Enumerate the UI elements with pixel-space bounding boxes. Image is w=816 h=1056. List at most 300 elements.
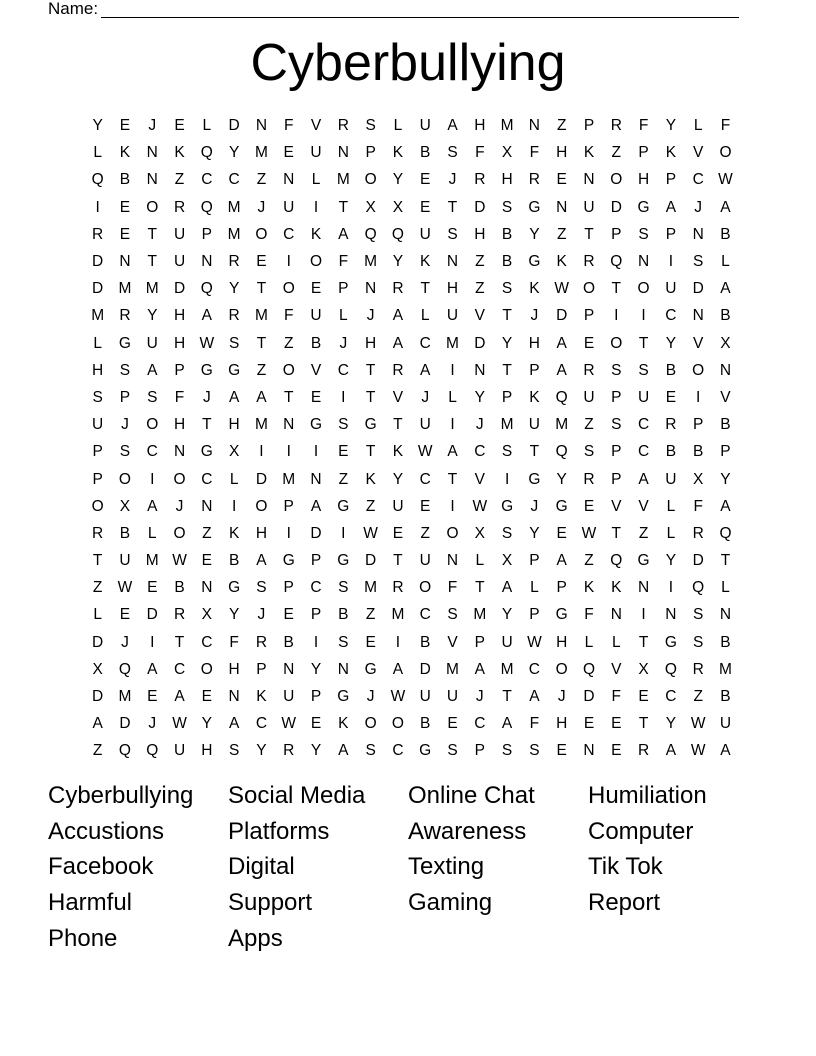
grid-letter: Z: [338, 470, 349, 488]
grid-letter: C: [692, 171, 704, 189]
grid-letter: O: [118, 470, 131, 488]
grid-letter: N: [692, 225, 704, 243]
grid-letter: T: [92, 552, 103, 570]
grid-letter: R: [583, 470, 595, 488]
grid-letter: Q: [610, 552, 623, 570]
grid-letter: O: [255, 497, 268, 515]
grid-row: [84, 574, 740, 601]
grid-letter: L: [475, 552, 485, 570]
grid-letter: Y: [720, 470, 731, 488]
grid-letter: I: [504, 470, 510, 488]
grid-letter: R: [692, 660, 704, 678]
grid-letter: C: [392, 742, 404, 760]
grid-letter: J: [530, 497, 539, 515]
page-title: Cyberbullying: [250, 34, 566, 92]
grid-letter: V: [310, 361, 322, 379]
grid-letter: N: [637, 253, 650, 271]
grid-letter: Y: [665, 552, 677, 570]
grid-letter: L: [393, 117, 403, 135]
grid-letter: B: [119, 524, 131, 542]
grid-letter: T: [584, 225, 594, 243]
word-list-item: Phone: [48, 924, 118, 952]
grid-letter: U: [173, 742, 186, 760]
grid-letter: M: [446, 334, 459, 352]
grid-letter: O: [282, 361, 295, 379]
grid-letter: K: [310, 225, 322, 243]
grid-letter: C: [201, 171, 213, 189]
grid-letter: Q: [555, 388, 568, 406]
grid-letter: S: [228, 334, 240, 352]
grid-letter: D: [228, 117, 240, 135]
grid-letter: Z: [475, 280, 485, 298]
grid-letter: W: [554, 280, 570, 298]
grid-letter: B: [720, 225, 731, 243]
grid-letter: I: [150, 633, 155, 651]
grid-letter: O: [364, 171, 377, 189]
grid-letter: L: [93, 606, 102, 624]
grid-letter: O: [364, 715, 377, 733]
grid-letter: H: [255, 524, 268, 542]
grid-letter: S: [638, 225, 649, 243]
grid-letter: S: [338, 579, 349, 597]
grid-letter: S: [693, 253, 704, 271]
grid-letter: K: [583, 579, 595, 597]
grid-letter: Z: [420, 524, 430, 542]
grid-letter: B: [420, 715, 431, 733]
word-list-item: Awareness: [408, 817, 527, 845]
grid-letter: O: [146, 198, 159, 216]
grid-letter: U: [501, 633, 513, 651]
grid-letter: P: [501, 388, 513, 406]
grid-letter: G: [228, 579, 241, 597]
grid-letter: T: [611, 280, 622, 298]
grid-letter: P: [283, 579, 294, 597]
grid-letter: Y: [392, 253, 404, 271]
grid-letter: K: [228, 524, 240, 542]
grid-letter: D: [173, 280, 186, 298]
grid-letter: M: [145, 552, 159, 570]
grid-letter: T: [611, 524, 622, 542]
grid-letter: Z: [638, 524, 649, 542]
grid-letter: T: [202, 416, 212, 434]
grid-letter: U: [583, 388, 595, 406]
grid-letter: O: [200, 660, 213, 678]
grid-letter: P: [611, 443, 622, 461]
grid-letter: G: [501, 497, 514, 515]
grid-letter: U: [419, 688, 431, 706]
grid-letter: A: [338, 742, 349, 760]
grid-letter: M: [500, 660, 514, 678]
grid-letter: U: [446, 688, 459, 706]
grid-letter: U: [528, 416, 540, 434]
grid-letter: I: [313, 633, 319, 651]
grid-letter: G: [637, 198, 650, 216]
grid-letter: Q: [200, 144, 213, 162]
grid-letter: R: [392, 361, 404, 379]
grid-letter: N: [310, 470, 322, 488]
grid-letter: B: [119, 171, 131, 189]
grid-letter: Q: [118, 742, 131, 760]
grid-letter: A: [556, 361, 567, 379]
grid-letter: C: [419, 334, 431, 352]
grid-letter: C: [474, 715, 486, 733]
grid-letter: Z: [556, 117, 567, 135]
grid-letter: X: [201, 606, 212, 624]
grid-letter: H: [556, 715, 568, 733]
grid-letter: Q: [91, 171, 104, 189]
grid-letter: T: [393, 416, 403, 434]
word-list-item: Apps: [228, 924, 283, 952]
grid-letter: N: [692, 307, 704, 325]
grid-letter: M: [500, 416, 514, 434]
grid-row: [84, 302, 740, 329]
grid-letter: Q: [555, 443, 568, 461]
grid-letter: E: [583, 497, 595, 515]
grid-letter: M: [364, 579, 378, 597]
grid-letter: C: [283, 225, 295, 243]
grid-letter: A: [474, 660, 485, 678]
grid-letter: O: [173, 524, 186, 542]
grid-letter: G: [555, 606, 568, 624]
grid-letter: M: [336, 171, 350, 189]
grid-letter: W: [199, 334, 215, 352]
grid-letter: R: [583, 361, 595, 379]
grid-letter: U: [310, 144, 322, 162]
grid-letter: J: [339, 334, 348, 352]
grid-letter: R: [583, 253, 595, 271]
grid-letter: S: [693, 606, 704, 624]
grid-letter: R: [119, 307, 131, 325]
grid-letter: F: [529, 715, 540, 733]
grid-letter: P: [529, 361, 540, 379]
grid-letter: I: [231, 497, 237, 515]
grid-letter: S: [501, 742, 513, 760]
grid-letter: F: [611, 688, 622, 706]
grid-letter: E: [611, 742, 622, 760]
grid-letter: A: [665, 742, 677, 760]
grid-letter: L: [666, 497, 676, 515]
grid-letter: D: [419, 660, 431, 678]
grid-letter: J: [448, 171, 457, 189]
grid-letter: B: [283, 633, 294, 651]
grid-row: [84, 139, 740, 166]
grid-letter: T: [283, 388, 294, 406]
grid-letter: I: [150, 470, 155, 488]
grid-row: [84, 601, 740, 628]
grid-letter: H: [556, 633, 568, 651]
grid-letter: R: [92, 225, 104, 243]
grid-letter: J: [202, 388, 211, 406]
grid-letter: I: [313, 198, 319, 216]
grid-letter: V: [310, 117, 322, 135]
grid-letter: E: [556, 524, 567, 542]
grid-letter: G: [228, 361, 241, 379]
grid-letter: K: [529, 388, 540, 406]
grid-letter: Q: [118, 660, 131, 678]
grid-letter: M: [227, 225, 241, 243]
grid-letter: H: [201, 742, 213, 760]
grid-letter: G: [200, 443, 213, 461]
grid-letter: M: [145, 280, 159, 298]
grid-letter: P: [638, 144, 649, 162]
grid-letter: P: [338, 280, 349, 298]
grid-letter: O: [419, 579, 432, 597]
grid-letter: A: [556, 552, 567, 570]
grid-letter: R: [173, 606, 186, 624]
grid-letter: A: [720, 280, 731, 298]
grid-letter: N: [201, 579, 213, 597]
grid-letter: E: [310, 280, 322, 298]
grid-letter: U: [146, 334, 158, 352]
grid-letter: M: [254, 144, 268, 162]
grid-letter: C: [665, 307, 677, 325]
word-list-item: Platforms: [228, 817, 330, 845]
word-list-item: Gaming: [408, 889, 493, 917]
grid-letter: F: [693, 497, 703, 515]
grid-letter: E: [147, 688, 158, 706]
grid-letter: S: [529, 742, 540, 760]
grid-letter: R: [228, 253, 240, 271]
grid-letter: P: [174, 361, 185, 379]
grid-row: [84, 384, 740, 411]
grid-letter: E: [447, 715, 458, 733]
grid-letter: I: [259, 443, 264, 461]
grid-letter: C: [201, 470, 213, 488]
grid-letter: S: [256, 579, 267, 597]
grid-letter: Z: [556, 225, 567, 243]
grid-letter: N: [146, 171, 158, 189]
grid-letter: E: [119, 198, 131, 216]
grid-letter: I: [614, 307, 619, 325]
grid-letter: X: [501, 552, 513, 570]
grid-letter: Q: [692, 579, 705, 597]
grid-letter: M: [446, 660, 459, 678]
grid-letter: X: [638, 660, 649, 678]
grid-letter: V: [392, 388, 404, 406]
grid-letter: K: [392, 443, 404, 461]
grid-letter: V: [474, 470, 485, 488]
grid-letter: F: [447, 579, 458, 597]
grid-letter: B: [501, 253, 513, 271]
grid-letter: A: [420, 361, 431, 379]
grid-letter: A: [147, 497, 158, 515]
grid-letter: C: [337, 361, 349, 379]
grid-letter: E: [147, 579, 158, 597]
grid-letter: S: [611, 361, 622, 379]
grid-letter: Y: [310, 742, 322, 760]
grid-letter: P: [310, 606, 322, 624]
grid-letter: D: [556, 307, 568, 325]
grid-letter: M: [254, 307, 268, 325]
grid-letter: T: [365, 443, 376, 461]
grid-letter: Y: [501, 606, 513, 624]
grid-letter: P: [611, 470, 622, 488]
grid-letter: Q: [364, 225, 377, 243]
grid-letter: B: [228, 552, 240, 570]
word-list-item: Support: [228, 889, 313, 917]
grid-letter: U: [173, 225, 186, 243]
grid-letter: A: [447, 443, 458, 461]
grid-letter: W: [172, 552, 187, 570]
grid-letter: Z: [584, 416, 594, 434]
grid-row: [84, 629, 740, 656]
grid-letter: S: [365, 117, 376, 135]
grid-letter: I: [341, 388, 346, 406]
grid-letter: R: [173, 198, 186, 216]
grid-letter: E: [556, 171, 567, 189]
grid-letter: O: [309, 253, 323, 271]
grid-letter: N: [119, 253, 131, 271]
grid-letter: L: [202, 117, 212, 135]
grid-letter: R: [337, 117, 349, 135]
grid-letter: T: [638, 334, 649, 352]
grid-letter: O: [610, 334, 623, 352]
grid-letter: T: [365, 361, 376, 379]
grid-letter: N: [228, 688, 240, 706]
grid-letter: U: [419, 117, 431, 135]
grid-letter: C: [474, 443, 486, 461]
grid-letter: V: [638, 497, 649, 515]
grid-letter: N: [337, 660, 349, 678]
grid-letter: A: [174, 688, 185, 706]
grid-letter: A: [92, 715, 103, 733]
grid-letter: U: [283, 688, 295, 706]
grid-letter: L: [721, 579, 730, 597]
grid-letter: V: [693, 144, 704, 162]
grid-letter: C: [173, 660, 186, 678]
grid-letter: U: [419, 552, 431, 570]
grid-letter: N: [528, 117, 540, 135]
grid-letter: M: [118, 688, 132, 706]
grid-letter: C: [419, 606, 431, 624]
grid-letter: Y: [228, 144, 240, 162]
grid-letter: D: [692, 552, 704, 570]
grid-letter: L: [311, 171, 321, 189]
grid-letter: G: [555, 497, 568, 515]
grid-letter: B: [310, 334, 322, 352]
grid-letter: T: [720, 552, 731, 570]
grid-letter: P: [256, 660, 267, 678]
grid-letter: S: [119, 361, 131, 379]
grid-letter: V: [474, 307, 485, 325]
grid-letter: U: [310, 307, 322, 325]
grid-letter: T: [147, 225, 157, 243]
grid-letter: V: [611, 660, 622, 678]
grid-letter: E: [201, 688, 212, 706]
grid-letter: T: [256, 280, 267, 298]
grid-letter: V: [693, 334, 704, 352]
grid-letter: P: [283, 497, 294, 515]
grid-letter: D: [474, 198, 486, 216]
grid-letter: Y: [501, 334, 513, 352]
grid-letter: F: [529, 144, 540, 162]
grid-row: [84, 411, 740, 438]
grid-letter: Z: [174, 171, 185, 189]
grid-letter: C: [228, 171, 240, 189]
grid-letter: U: [583, 198, 595, 216]
grid-letter: S: [447, 225, 458, 243]
grid-letter: B: [693, 443, 704, 461]
grid-letter: E: [583, 715, 595, 733]
grid-letter: F: [475, 144, 485, 162]
grid-letter: N: [255, 117, 268, 135]
grid-letter: Z: [693, 688, 703, 706]
grid-letter: H: [173, 307, 186, 325]
grid-letter: X: [365, 198, 376, 216]
grid-letter: V: [447, 633, 458, 651]
grid-letter: V: [611, 497, 622, 515]
grid-letter: F: [229, 633, 239, 651]
name-blank-line[interactable]: [101, 2, 739, 18]
grid-letter: K: [338, 715, 349, 733]
grid-letter: P: [92, 443, 103, 461]
grid-letter: N: [719, 606, 732, 624]
grid-letter: G: [637, 552, 650, 570]
grid-letter: J: [257, 606, 266, 624]
grid-letter: T: [147, 253, 157, 271]
grid-letter: A: [501, 579, 513, 597]
grid-letter: O: [173, 470, 186, 488]
grid-letter: K: [392, 144, 404, 162]
grid-letter: T: [638, 715, 649, 733]
grid-letter: R: [228, 307, 240, 325]
grid-letter: M: [364, 253, 378, 271]
grid-letter: J: [366, 307, 375, 325]
grid-letter: H: [474, 117, 486, 135]
grid-letter: Z: [256, 171, 267, 189]
grid-letter: Y: [256, 742, 267, 760]
grid-letter: J: [557, 688, 566, 706]
grid-letter: X: [119, 497, 131, 515]
grid-row: [84, 547, 740, 574]
grid-letter: Z: [92, 742, 103, 760]
grid-letter: I: [696, 388, 701, 406]
grid-letter: R: [392, 579, 404, 597]
grid-letter: B: [720, 688, 731, 706]
grid-letter: D: [255, 470, 268, 488]
grid-letter: G: [337, 688, 350, 706]
grid-letter: D: [474, 334, 486, 352]
grid-letter: M: [282, 470, 296, 488]
grid-letter: U: [419, 225, 431, 243]
grid-letter: A: [720, 497, 731, 515]
word-list-item: Online Chat: [408, 782, 535, 809]
grid-letter: S: [501, 443, 513, 461]
word-list-item: Accustions: [48, 817, 165, 845]
grid-letter: A: [201, 307, 212, 325]
word-list-item: Social Media: [228, 782, 366, 809]
grid-letter: Q: [200, 198, 213, 216]
grid-letter: J: [148, 117, 157, 135]
grid-letter: C: [419, 470, 431, 488]
grid-letter: E: [201, 552, 212, 570]
grid-letter: U: [446, 307, 459, 325]
grid-letter: A: [228, 388, 240, 406]
grid-letter: M: [91, 307, 105, 325]
grid-letter: F: [338, 253, 349, 271]
grid-letter: W: [581, 524, 597, 542]
grid-letter: N: [201, 253, 213, 271]
grid-letter: F: [584, 606, 594, 624]
grid-letter: E: [119, 117, 131, 135]
grid-letter: S: [338, 416, 349, 434]
grid-letter: W: [363, 524, 378, 542]
grid-letter: J: [121, 416, 129, 434]
grid-row: [84, 438, 740, 465]
grid-letter: N: [446, 253, 459, 271]
grid-letter: D: [365, 552, 377, 570]
grid-letter: A: [228, 715, 240, 733]
